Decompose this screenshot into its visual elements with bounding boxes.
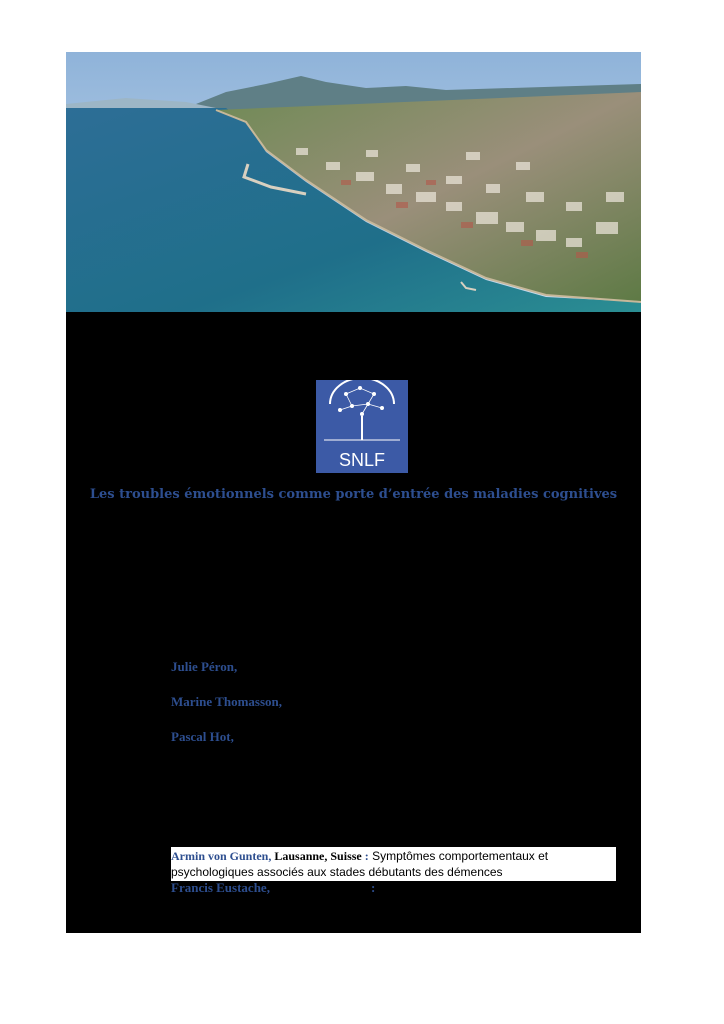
lakeside-town-photo xyxy=(66,52,641,312)
speaker-name: Julie Péron, xyxy=(171,659,238,674)
cover-panel xyxy=(66,52,641,933)
logo-lettering: SNLF xyxy=(338,450,386,470)
speaker-name: Marine Thomasson, xyxy=(171,694,282,709)
talk-colon: : xyxy=(364,849,369,863)
talk-entry xyxy=(171,847,616,881)
speaker-name: Pascal Hot, xyxy=(171,729,234,744)
talk-title: Symptômes comportementaux et psychologiques associés aux stades débutants des démences xyxy=(171,849,549,879)
speaker-name: Francis Eustache, xyxy=(171,880,270,895)
talk-speaker-name: Armin von Gunten, xyxy=(171,849,272,863)
speaker-colon: : xyxy=(371,880,376,895)
snlf-logo xyxy=(316,380,408,473)
page-title: Les troubles émotionnels comme porte d’entrée des maladies cognitives xyxy=(89,487,618,502)
talk-place: Lausanne, Suisse xyxy=(271,849,365,863)
